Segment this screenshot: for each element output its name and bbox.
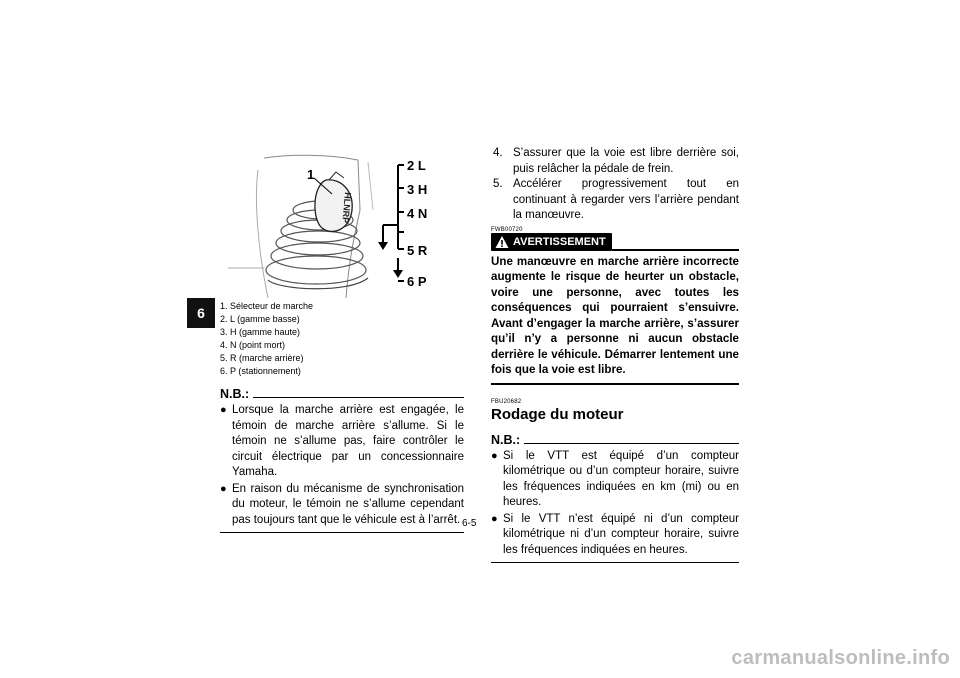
warning-text: Une manœuvre en marche arrière incorrecte augmente le risque de heurter un obstacle, voire une personne, avec toutes les conséquences qui pourraient s’ensuivre. Avant d’engager la marche arrière, s’assurer qu’il n’y a personne ni aucun obstacle derrière le véhicule. Démarrer lentement une fois que la voie est libre. [491, 254, 739, 376]
note-bullet [491, 449, 739, 511]
bullet-text: Lorsque la marche arrière est engagée, le témoin de marche arrière s’allume. Si le témoin ne s’allume pas, faire contrôler le circuit électrique par un concessionnaire Yamaha. [232, 404, 464, 478]
warning-label: AVERTISSEMENT [513, 235, 606, 248]
legend-item: 3. H (gamme haute) [220, 327, 301, 337]
step-item [491, 177, 739, 224]
legend-item: 4. N (point mort) [220, 340, 286, 350]
note-bullets [491, 449, 739, 559]
legend-item: 2. L (gamme basse) [220, 314, 300, 324]
watermark: carmanualsonline.info [731, 647, 950, 669]
warning-badge [491, 233, 612, 251]
bullet-text: Si le VTT est équipé d’un compteur kilométrique ou d’un compteur horaire, suivre les fréquences indiquées en km (mi) ou en heures. [503, 449, 739, 508]
note-bullet [220, 403, 464, 481]
note-divider [524, 443, 739, 444]
shift-lever-figure [228, 150, 460, 298]
right-column [491, 146, 739, 563]
warning-end-divider [491, 383, 739, 385]
position-label-h: 3 H [407, 182, 428, 197]
position-label-l: 2 L [407, 158, 426, 173]
legend-item: 5. R (marche arrière) [220, 353, 304, 363]
note-heading-text: N.B.: [491, 432, 521, 447]
warning-divider [612, 249, 739, 251]
page-number: 6-5 [462, 518, 477, 529]
bullet-icon: ● [220, 404, 227, 416]
warning-header [491, 233, 739, 251]
step-number: 5. [493, 178, 503, 190]
callout-1: 1 [307, 167, 315, 182]
warning-code: FWB00720 [491, 226, 523, 233]
position-label-r: 5 R [407, 243, 428, 258]
bullet-icon: ● [491, 512, 498, 525]
step-item [491, 146, 739, 177]
chapter-tab [187, 298, 215, 328]
section-title: Rodage du moteur [491, 405, 624, 423]
bullet-icon: ● [220, 482, 227, 495]
legend-item: 1. Sélecteur de marche [220, 301, 314, 311]
note-heading [491, 433, 739, 447]
note-divider [253, 397, 464, 398]
right-note [491, 433, 739, 564]
step-list [491, 146, 739, 224]
step-text: S’assurer que la voie est libre derrière soi, puis relâcher la pédale de frein. [513, 147, 739, 175]
warning-icon [495, 235, 509, 249]
knob-label: HLNRP [340, 191, 353, 224]
note-end-divider [491, 562, 739, 563]
note-bullet [220, 482, 464, 529]
figure-legend [220, 300, 460, 378]
chapter-number: 6 [197, 305, 205, 321]
step-text: Accélérer progressivement tout en continuant à regarder vers l’arrière pendant la manœuvre. [513, 178, 739, 221]
bullet-icon: ● [491, 449, 498, 462]
bullet-text: En raison du mécanisme de synchronisation du moteur, le témoin ne s’allume cependant pas toujours tant que le véhicule est à l’arrêt. [232, 482, 464, 526]
position-label-n: 4 N [407, 206, 428, 221]
step-number: 4. [493, 147, 503, 159]
note-heading [220, 387, 464, 401]
legend-item: 6. P (stationnement) [220, 366, 301, 376]
note-end-divider [220, 532, 464, 533]
bullet-text: Si le VTT n’est équipé ni d’un compteur kilométrique ni d’un compteur horaire, suivre les fréquences indiquées en heures. [503, 512, 739, 556]
note-bullets [220, 403, 464, 528]
left-note [220, 387, 464, 533]
note-bullet [491, 512, 739, 559]
note-heading-text: N.B.: [220, 387, 250, 401]
position-label-p: 6 P [407, 274, 427, 289]
section-code: FBU20682 [491, 398, 522, 405]
